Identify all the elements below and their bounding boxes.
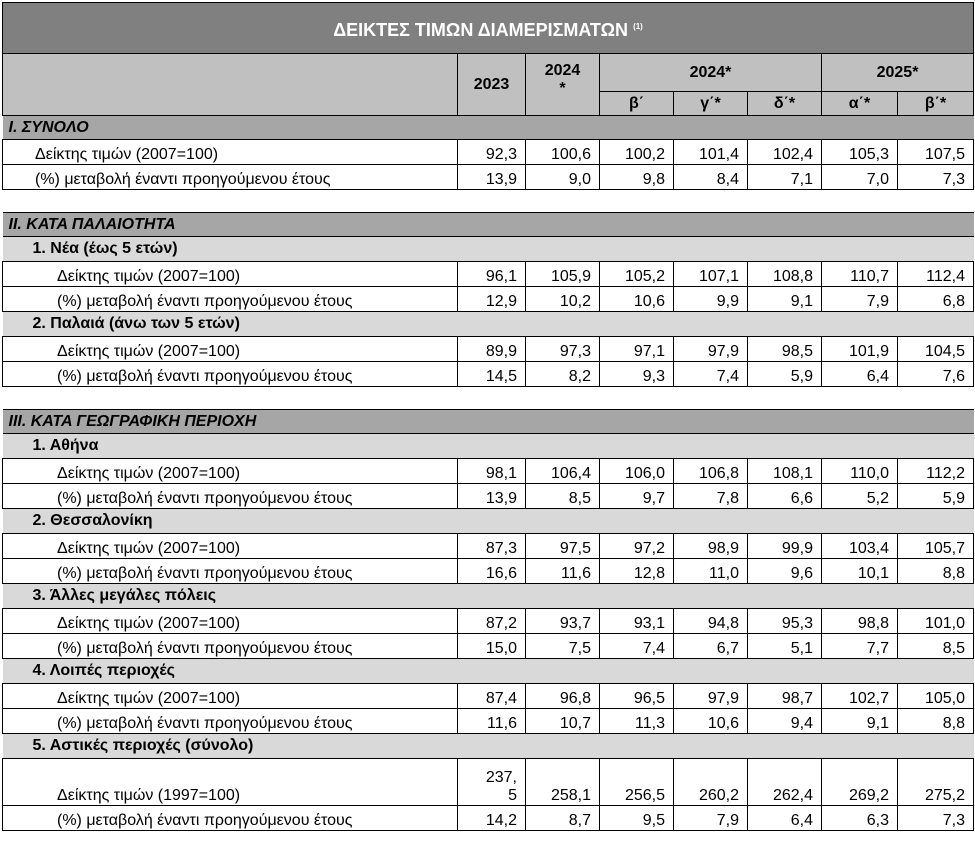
table-row — [3, 709, 974, 734]
cell-value: 5,2 — [822, 484, 898, 509]
cell-value: 98,7 — [748, 684, 822, 709]
cell-value: 12,8 — [600, 559, 674, 584]
table-row — [3, 484, 974, 509]
header-2024-annual-year: 2024 — [544, 62, 581, 79]
apartment-price-index-table — [2, 2, 974, 831]
cell-value: 7,9 — [674, 806, 748, 831]
cell-value: 105,9 — [526, 262, 600, 287]
cell-value: 100,6 — [526, 140, 600, 165]
section-row-by-age — [3, 213, 974, 237]
cell-value: 87,4 — [458, 684, 526, 709]
cell-value: 10,2 — [526, 287, 600, 312]
cell-value: 11,0 — [674, 559, 748, 584]
cell-value: 8,5 — [526, 484, 600, 509]
cell-value: 7,3 — [898, 165, 974, 190]
row-label: Δείκτης τιμών (2007=100) — [3, 459, 458, 484]
cell-value: 8,8 — [898, 709, 974, 734]
row-label: (%) μεταβολή έναντι προηγούμενου έτους — [3, 484, 458, 509]
group-title: 1. Αθήνα — [3, 434, 974, 459]
cell-value: 6,4 — [822, 362, 898, 387]
cell-value: 87,3 — [458, 534, 526, 559]
cell-value: 6,4 — [748, 806, 822, 831]
header-2025-quarterly: 2025* — [822, 54, 974, 92]
spacer-row — [3, 387, 974, 410]
table-row — [3, 609, 974, 634]
table-row — [3, 287, 974, 312]
cell-value: 9,1 — [822, 709, 898, 734]
cell-value: 7,4 — [674, 362, 748, 387]
cell-value: 6,6 — [748, 484, 822, 509]
cell-value: 9,7 — [600, 484, 674, 509]
cell-value: 98,5 — [748, 337, 822, 362]
cell-value: 93,1 — [600, 609, 674, 634]
row-label: Δείκτης τιμών (2007=100) — [3, 534, 458, 559]
cell-value: 110,0 — [822, 459, 898, 484]
cell-value: 97,1 — [600, 337, 674, 362]
cell-value: 260,2 — [674, 759, 748, 806]
cell-value-line-1: 237, — [485, 769, 517, 786]
cell-value: 7,3 — [898, 806, 974, 831]
table-row — [3, 140, 974, 165]
cell-value: 97,5 — [526, 534, 600, 559]
cell-value: 96,1 — [458, 262, 526, 287]
cell-value: 5,9 — [898, 484, 974, 509]
cell-value: 10,6 — [600, 287, 674, 312]
cell-value: 102,7 — [822, 684, 898, 709]
cell-value: 107,5 — [898, 140, 974, 165]
cell-value: 105,2 — [600, 262, 674, 287]
cell-value: 14,2 — [458, 806, 526, 831]
header-quarter-2024-b: β΄ — [600, 92, 674, 116]
cell-value: 101,4 — [674, 140, 748, 165]
row-label: Δείκτης τιμών (1997=100) — [3, 759, 458, 806]
row-label: Δείκτης τιμών (2007=100) — [3, 684, 458, 709]
cell-value: 105,0 — [898, 684, 974, 709]
table-title — [3, 3, 974, 54]
group-title: 2. Θεσσαλονίκη — [3, 509, 974, 534]
group-row-old — [3, 312, 974, 337]
cell-value: 8,2 — [526, 362, 600, 387]
cell-value: 105,3 — [822, 140, 898, 165]
cell-value: 8,8 — [898, 559, 974, 584]
cell-value: 110,7 — [822, 262, 898, 287]
group-row-urban-areas — [3, 734, 974, 759]
header-blank-cell — [3, 54, 458, 116]
table-row — [3, 806, 974, 831]
cell-value: 112,2 — [898, 459, 974, 484]
cell-value: 104,5 — [898, 337, 974, 362]
cell-value: 10,7 — [526, 709, 600, 734]
cell-value: 15,0 — [458, 634, 526, 659]
cell-value: 7,0 — [822, 165, 898, 190]
cell-value: 9,9 — [674, 287, 748, 312]
cell-value: 97,3 — [526, 337, 600, 362]
cell-value: 7,8 — [674, 484, 748, 509]
table-title-text: ΔΕΙΚΤΕΣ ΤΙΜΩΝ ΔΙΑΜΕΡΙΣΜΑΤΩΝ — [333, 19, 629, 40]
row-label: (%) μεταβολή έναντι προηγούμενου έτους — [3, 709, 458, 734]
section-title: I. ΣΥΝΟΛΟ — [8, 118, 89, 136]
cell-value: 7,5 — [526, 634, 600, 659]
cell-value: 98,9 — [674, 534, 748, 559]
cell-value: 11,6 — [458, 709, 526, 734]
spacer-row — [3, 190, 974, 213]
cell-value: 8,7 — [526, 806, 600, 831]
header-2024-annual — [526, 54, 600, 116]
row-label: Δείκτης τιμών (2007=100) — [3, 337, 458, 362]
row-label: Δείκτης τιμών (2007=100) — [3, 262, 458, 287]
cell-value: 105,7 — [898, 534, 974, 559]
group-row-other-large-cities — [3, 584, 974, 609]
row-label: Δείκτης τιμών (2007=100) — [3, 609, 458, 634]
cell-value: 106,8 — [674, 459, 748, 484]
cell-value: 275,2 — [898, 759, 974, 806]
row-label: (%) μεταβολή έναντι προηγούμενου έτους — [3, 362, 458, 387]
row-label: Δείκτης τιμών (2007=100) — [3, 140, 458, 165]
cell-value: 9,4 — [748, 709, 822, 734]
table-row — [3, 559, 974, 584]
cell-value: 5,9 — [748, 362, 822, 387]
title-footnote-mark: (1) — [633, 21, 643, 31]
group-title: 3. Άλλες μεγάλες πόλεις — [3, 584, 974, 609]
row-label: (%) μεταβολή έναντι προηγούμενου έτους — [3, 806, 458, 831]
cell-value: 97,2 — [600, 534, 674, 559]
header-quarter-2024-c: γ΄* — [674, 92, 748, 116]
table-row — [3, 262, 974, 287]
group-row-thessaloniki — [3, 509, 974, 534]
cell-value: 14,5 — [458, 362, 526, 387]
cell-value: 106,0 — [600, 459, 674, 484]
cell-value: 7,7 — [822, 634, 898, 659]
header-quarter-2025-b: β΄* — [898, 92, 974, 116]
header-row-1 — [3, 54, 974, 92]
cell-value: 269,2 — [822, 759, 898, 806]
cell-value: 7,4 — [600, 634, 674, 659]
group-title: 5. Αστικές περιοχές (σύνολο) — [3, 734, 974, 759]
cell-value: 106,4 — [526, 459, 600, 484]
cell-value: 98,8 — [822, 609, 898, 634]
group-row-athens — [3, 434, 974, 459]
cell-value: 262,4 — [748, 759, 822, 806]
cell-value: 99,9 — [748, 534, 822, 559]
table-row — [3, 165, 974, 190]
cell-value: 94,8 — [674, 609, 748, 634]
cell-value: 11,3 — [600, 709, 674, 734]
cell-value: 103,4 — [822, 534, 898, 559]
section-row-by-region — [3, 410, 974, 434]
cell-value: 5,1 — [748, 634, 822, 659]
cell-value: 97,9 — [674, 684, 748, 709]
group-title: 2. Παλαιά (άνω των 5 ετών) — [3, 312, 974, 337]
cell-value: 6,7 — [674, 634, 748, 659]
cell-value: 102,4 — [748, 140, 822, 165]
row-label: (%) μεταβολή έναντι προηγούμενου έτους — [3, 559, 458, 584]
cell-value: 9,8 — [600, 165, 674, 190]
row-label: (%) μεταβολή έναντι προηγούμενου έτους — [3, 287, 458, 312]
cell-value: 89,9 — [458, 337, 526, 362]
table-row — [3, 459, 974, 484]
group-title: 1. Νέα (έως 5 ετών) — [3, 237, 974, 262]
cell-value: 7,9 — [822, 287, 898, 312]
cell-value: 108,8 — [748, 262, 822, 287]
cell-value: 9,0 — [526, 165, 600, 190]
group-title: 4. Λοιπές περιοχές — [3, 659, 974, 684]
cell-value: 8,5 — [898, 634, 974, 659]
header-2024-annual-star: * — [559, 80, 566, 97]
cell-value: 10,6 — [674, 709, 748, 734]
cell-value: 6,8 — [898, 287, 974, 312]
cell-value: 8,4 — [674, 165, 748, 190]
row-label: (%) μεταβολή έναντι προηγούμενου έτους — [3, 165, 458, 190]
cell-value: 96,5 — [600, 684, 674, 709]
cell-value: 7,1 — [748, 165, 822, 190]
cell-value: 101,9 — [822, 337, 898, 362]
group-row-new — [3, 237, 974, 262]
table-row — [3, 684, 974, 709]
cell-value: 95,3 — [748, 609, 822, 634]
cell-value: 96,8 — [526, 684, 600, 709]
group-row-other-regions — [3, 659, 974, 684]
cell-value: 9,3 — [600, 362, 674, 387]
cell-value: 9,6 — [748, 559, 822, 584]
header-quarter-2025-a: α΄* — [822, 92, 898, 116]
cell-value: 97,9 — [674, 337, 748, 362]
header-2024-quarterly: 2024* — [600, 54, 822, 92]
table-row — [3, 634, 974, 659]
cell-value: 93,7 — [526, 609, 600, 634]
cell-value: 100,2 — [600, 140, 674, 165]
title-row — [3, 3, 974, 54]
cell-value: 87,2 — [458, 609, 526, 634]
cell-value-wrapped — [458, 759, 526, 806]
cell-value: 11,6 — [526, 559, 600, 584]
table-row — [3, 534, 974, 559]
cell-value: 9,1 — [748, 287, 822, 312]
cell-value: 16,6 — [458, 559, 526, 584]
header-2023: 2023 — [458, 54, 526, 116]
cell-value: 101,0 — [898, 609, 974, 634]
cell-value: 108,1 — [748, 459, 822, 484]
price-index-table-container — [2, 2, 973, 831]
section-row-total — [3, 116, 974, 140]
table-row — [3, 337, 974, 362]
cell-value: 13,9 — [458, 484, 526, 509]
cell-value: 12,9 — [458, 287, 526, 312]
cell-value: 10,1 — [822, 559, 898, 584]
table-row — [3, 362, 974, 387]
section-title: III. ΚΑΤΑ ΓΕΩΓΡΑΦΙΚΗ ΠΕΡΙΟΧΗ — [8, 412, 257, 430]
section-title: II. ΚΑΤΑ ΠΑΛΑΙΟΤΗΤΑ — [8, 215, 176, 233]
table-row — [3, 759, 974, 806]
cell-value: 92,3 — [458, 140, 526, 165]
cell-value: 98,1 — [458, 459, 526, 484]
cell-value: 107,1 — [674, 262, 748, 287]
cell-value-line-2: 5 — [508, 787, 517, 804]
row-label: (%) μεταβολή έναντι προηγούμενου έτους — [3, 634, 458, 659]
cell-value: 13,9 — [458, 165, 526, 190]
cell-value: 9,5 — [600, 806, 674, 831]
cell-value: 7,6 — [898, 362, 974, 387]
cell-value: 6,3 — [822, 806, 898, 831]
cell-value: 258,1 — [526, 759, 600, 806]
cell-value: 112,4 — [898, 262, 974, 287]
cell-value: 256,5 — [600, 759, 674, 806]
header-quarter-2024-d: δ΄* — [748, 92, 822, 116]
